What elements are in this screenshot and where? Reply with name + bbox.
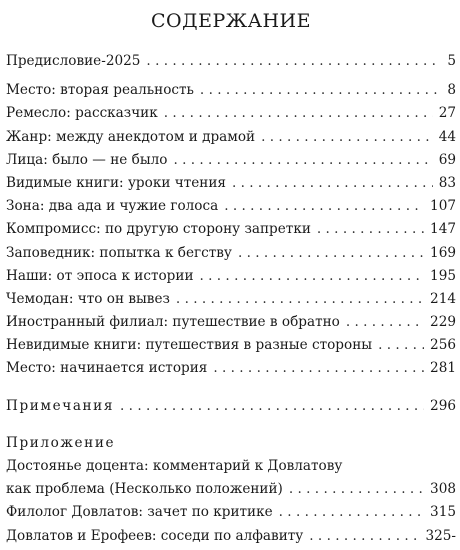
leader-dots xyxy=(232,172,433,195)
leader-dots xyxy=(120,395,424,418)
toc-entry-appendix-2[interactable] xyxy=(6,501,456,524)
leader-dots xyxy=(200,79,441,102)
toc-entry-notes[interactable] xyxy=(6,395,456,418)
toc-entry-page: 315 xyxy=(430,504,456,521)
toc-entry-label: Примечания xyxy=(6,397,115,414)
leader-dots xyxy=(317,218,424,241)
toc-entry-label: Место: начинается история xyxy=(6,360,208,377)
leader-dots xyxy=(176,288,424,311)
leader-dots xyxy=(261,126,433,149)
toc-entry-page: 5 xyxy=(447,53,456,69)
toc-entry[interactable] xyxy=(6,102,456,125)
leader-dots xyxy=(146,50,441,73)
toc-entry[interactable] xyxy=(6,149,456,172)
toc-entry-label: Место: вторая реальность xyxy=(6,82,194,99)
toc-entry[interactable] xyxy=(6,172,456,195)
toc-entry-page: 195 xyxy=(430,267,456,284)
toc-entry-page: 229 xyxy=(430,314,456,331)
toc-entry-page: 147 xyxy=(430,221,456,238)
toc-entry[interactable] xyxy=(6,357,456,380)
toc-entry-label: Лица: было — не было xyxy=(6,151,168,168)
toc-entry-line[interactable]: Достоянье доцента: комментарий к Довлатову xyxy=(6,458,343,474)
spacer xyxy=(6,381,456,395)
toc-entry-label: как проблема (Несколько положений) xyxy=(6,481,283,498)
leader-dots xyxy=(309,525,419,548)
toc-entry-page: 107 xyxy=(430,198,456,215)
leader-dots xyxy=(378,334,424,357)
appendix-heading: Приложение xyxy=(6,434,116,451)
toc-entry-page: 44 xyxy=(438,128,456,145)
toc-entries xyxy=(6,79,456,380)
toc-entry-label: Довлатов и Ерофеев: соседи по алфавиту xyxy=(6,527,304,544)
spacer xyxy=(6,418,456,432)
toc-entry-label: Видимые книги: уроки чтения xyxy=(6,174,226,191)
toc-entry[interactable] xyxy=(6,311,456,334)
toc-entry-page: 325- xyxy=(425,527,456,544)
toc-entry-appendix-3[interactable] xyxy=(6,525,456,548)
leader-dots xyxy=(289,478,424,501)
table-of-contents xyxy=(6,50,456,548)
toc-entry-label: Филолог Довлатов: зачет по критике xyxy=(6,504,273,521)
leader-dots xyxy=(200,265,425,288)
toc-entry-label: Предисловие-2025 xyxy=(6,53,141,69)
leader-dots xyxy=(173,149,432,172)
leader-dots xyxy=(213,357,424,380)
toc-entry[interactable] xyxy=(6,334,456,357)
leader-dots xyxy=(164,102,433,125)
leader-dots xyxy=(238,242,424,265)
toc-entry-page: 27 xyxy=(438,105,456,122)
toc-entry[interactable] xyxy=(6,79,456,102)
toc-entry[interactable] xyxy=(6,265,456,288)
toc-entry-page: 169 xyxy=(430,244,456,261)
toc-entry-label: Зона: два ада и чужие голоса xyxy=(6,198,219,215)
toc-entry-page: 256 xyxy=(430,337,456,354)
toc-entry-label: Иностранный филиал: путешествие в обратно xyxy=(6,314,340,331)
toc-entry[interactable] xyxy=(6,195,456,218)
toc-entry-page: 214 xyxy=(430,290,456,307)
toc-entry[interactable] xyxy=(6,126,456,149)
toc-entry-page: 8 xyxy=(447,82,456,99)
toc-entry-label: Невидимые книги: путешествия в разные стороны xyxy=(6,337,373,354)
page-title: СОДЕРЖАНИЕ xyxy=(151,10,311,32)
leader-dots xyxy=(346,311,424,334)
toc-entry-label: Заповедник: попытка к бегству xyxy=(6,244,232,261)
toc-entry[interactable] xyxy=(6,242,456,265)
leader-dots xyxy=(224,195,424,218)
toc-entry-preface[interactable] xyxy=(6,50,456,73)
toc-entry-page: 296 xyxy=(430,397,456,414)
toc-entry-label: Жанр: между анекдотом и драмой xyxy=(6,128,256,145)
toc-entry-page: 308 xyxy=(430,481,456,498)
toc-entry[interactable] xyxy=(6,288,456,311)
toc-entry-page: 83 xyxy=(438,174,456,191)
toc-entry-appendix-1[interactable] xyxy=(6,478,456,501)
toc-entry-label: Компромисс: по другую сторону запретки xyxy=(6,221,311,238)
leader-dots xyxy=(279,501,424,524)
toc-entry[interactable] xyxy=(6,218,456,241)
toc-entry-label: Чемодан: что он вывез xyxy=(6,290,170,307)
toc-entry-label: Ремесло: рассказчик xyxy=(6,105,158,122)
toc-entry-label: Наши: от эпоса к истории xyxy=(6,267,194,284)
toc-entry-page: 69 xyxy=(438,151,456,168)
toc-entry-page: 281 xyxy=(430,360,456,377)
